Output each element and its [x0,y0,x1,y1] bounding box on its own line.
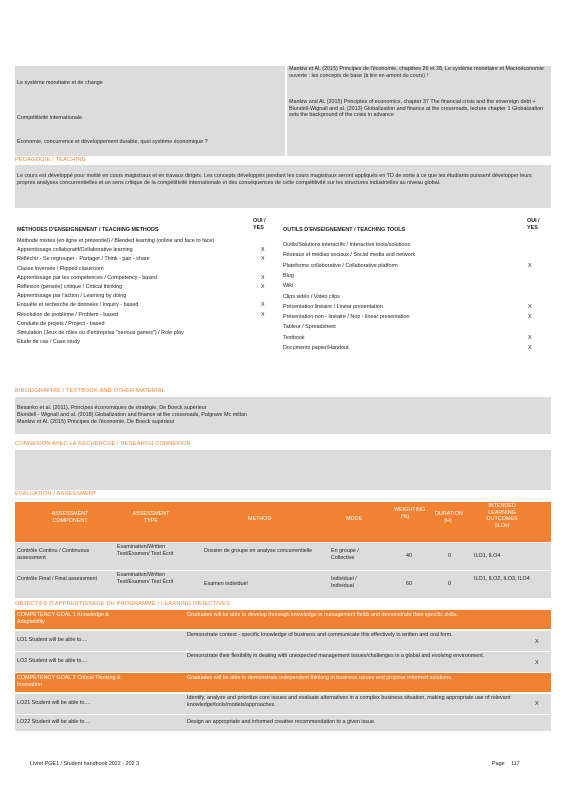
eval-method: Examen individuel [204,581,248,587]
method-mark: X [261,274,265,281]
method-item: Étude de cas / Case study [17,339,80,346]
col-type: ASSESSMENT TYPE [132,511,170,524]
method-item: Classe inversée / Flipped classroom [17,265,104,272]
col-method: METHOD [248,516,272,522]
col-component: ASSESSMENT COMPONENT [51,511,89,524]
lo-text: Demonstrate their flexibility in dealing with unexpected management issues/challenges in a global and evolving environment. [187,653,485,659]
tool-item: Plateforme collaborative / Collaborative platform [283,262,398,269]
method-mark: X [261,311,265,318]
pedagogy-block [15,165,551,208]
bibliography-item: Besanko et al. (2011), Principes économiques de stratégie, De Boeck supérieur [17,405,207,411]
lo-text: Demonstrate context - specific knowledge of business and communicate this effectively in written and oral form. [187,632,453,638]
method-item: Méthode mixtes (en ligne et présentiel) / Blended learning (online and face to face) [17,238,215,244]
method-mark: X [261,284,265,290]
tool-mark: X [528,303,532,310]
lo-id: LO22 Student will be able to.... [17,719,91,725]
reference-1: Mankiw et Al. (2015) Principes de l'économie, chapitres 26 et 28, Le système monétaire et Macroéconomie ouverte : les concepts de base (à lire en amont du cours) ! [289,66,544,79]
tool-item: Wiki [283,283,294,290]
tool-item: Présentation linéaire / Linear presentation [283,303,383,310]
method-item: Apprentissage collaboratif/Collaborative learning [17,247,133,254]
method-item: Résolution de problème / Problem - based [17,311,118,318]
tool-item: Textbook [283,334,305,341]
tool-mark: X [528,262,532,269]
col-mode: MODE [346,516,363,522]
methods-header: MÉTHODES D'ENSEIGNEMENT / TEACHING METHODS [17,227,159,233]
tool-item: Tableur / Spreadsheet [283,324,336,331]
method-item: Conduite de projets / Project - based [17,320,105,327]
method-mark: X [261,247,265,254]
objectives-heading: OBJECTIFS D'APPRENTISSAGE DU PROGRAMME / LEARNING OBJECTIVES [15,601,230,607]
method-item: Réfléchir - Se regrouper - Partager / Think - pair - share [17,256,150,263]
col-weight: WEIGHTING (%) [394,507,426,520]
eval-type: Examination/Written Test/Examen/ Test Écrit [117,544,174,557]
footer-page-number: 117 [511,761,520,767]
eval-duration: 0 [448,553,451,559]
footer-handbook: Livret PGE1 / Student handbook 2022 - 202 3 [30,761,140,767]
reference-2: Mankiw and Al. (2015) Principles of economics, chapter 37 The financial crisis and the sovereign debt + Blundell-Wignall and al. (2013) Globalization and finance at the crossroads, lecture chapter 1 Globalization sets the background of the crisis in advance [289,99,544,119]
tools-header: OUTILS D'ENSEIGNEMENT / TEACHING TOOLS [283,227,406,233]
method-item: Simulation (Jeux de rôles ou d'entreprise "serious games") / Role play [17,330,184,336]
eval-method: Dossier de groupe en analyse concurrentielle [204,548,313,554]
goal2-title: COMPETENCY GOAL 2 Critical Thinking & Innovation [17,675,121,688]
topic-1: Le système monétaire et de change [17,80,103,86]
lo-id: LO2 Student will be able to.... [17,658,88,664]
tools-yes-header: OUI / YES [527,218,540,231]
col-ilo: INTENDED LEARNING OUTCOMES (ILOs) [486,503,518,529]
eval-weight: 40 [406,553,412,559]
method-mark: X [261,256,265,263]
method-item: Enquête et recherche de données / Inquiry - based [17,302,139,309]
pedagogy-text: Le cours est développé pour moitié en cours magistraux et en travaux dirigés. Les concepts développés pendant les cours magistraux seront appliqués en TD de sorte à ce que les étudiants puissent développer leurs propres analyses concurrentielles et un sens critique de la compétitivité internationale et des conséquences de cette compétitivité sur les structures industrielles au niveau global. [17,173,532,186]
research-block [15,450,551,490]
footer-page-label: Page [492,761,505,767]
lo-text: Identify, analyze and prioritize core issues and evaluate alternatives in a complex business situation, making appropriate use of relevant knowledge/tools/models/approaches. [187,695,511,708]
bibliography-item: Blundell - Wignall and al. (2018) Globalization and finance at the crossroads, Palgrave Mc millan [17,412,247,418]
eval-mode: En groupe / Collective [331,548,359,561]
goal1-text: Graduates will be able to develop thorough knowledge in management fields and demonstrate their specific skills. [187,612,458,618]
tool-item: Documents papier/Handout [283,345,349,351]
method-item: Apprentissage par les compétences / Competency - based [17,274,157,281]
tool-item: Présentation non - linéaire / Non - linear presentation [283,314,410,321]
topic-2: Compétitivité internationale [17,115,83,121]
topic-3: Économie, concurrence et développement durable, quel système économique ? [17,139,208,145]
evaluation-heading: ÉVALUATION / ASSESSMENT [15,491,97,497]
tool-mark: X [528,314,532,321]
lo-mark: X [535,701,539,707]
methods-yes-header: OUI / YES [253,218,266,231]
eval-type: Examination/Written Test/Examen/ Test Écrit [117,572,174,585]
eval-ilo: ILO1, ILO2, ILO3, ILO4 [474,576,530,582]
eval-duration: 0 [448,581,451,587]
lo-id: LO1 Student will be able to.... [17,637,88,643]
pedagogy-heading: PÉDAGOGIE / TEACHING [15,157,87,163]
eval-weight: 60 [406,581,412,587]
method-mark: X [261,302,265,309]
method-item: Apprentissage par l'action / Learning by doing [17,293,127,300]
goal2-text: Graduates will be able to demonstrate independent thinking in business issues and propose informed solutions. [187,675,453,681]
eval-ilo: ILO1, ILO4 [474,553,501,559]
tool-mark: X [528,334,532,341]
lo-id: LO21 Student will be able to.... [17,700,91,706]
method-item: Réflexion (pensée) critique / Critical thinking [17,284,123,290]
bibliography-item: Mankiw et Al. (2015) Principes de l'économie, De Boeck supérieur [17,419,175,425]
lo-mark: X [535,660,539,666]
bibliography-heading: BIBLIOGRAPHIE / TEXTBOOK AND OTHER MATERIAL [15,388,166,394]
eval-component: Contrôle Continu / Continuous assessment [17,548,90,561]
lo-mark: X [535,639,539,645]
col-duration: DURATION (H) [435,511,463,524]
eval-mode: Individuel / Individual [331,576,357,589]
research-heading: CONNEXION AVEC LA RECHERCHE / RESEARCH CONNEXION [15,441,191,447]
goal1-title: COMPETENCY GOAL 1 Knowledge & Adaptability [17,612,109,625]
tool-item: Outils/Solutions interactifs / Interactive tools/solutions [283,242,411,248]
tool-item: Réseaux et médias sociaux / Social media and network [283,252,416,259]
tool-item: Clips vidéo / Video clips [283,293,340,300]
eval-component: Contrôle Final / Final assessment [17,576,97,582]
lo-text: Design an appropriate and informed creative recommendation to a given issue. [187,719,376,725]
tool-mark: X [528,345,532,351]
tool-item: Blog [283,272,294,279]
